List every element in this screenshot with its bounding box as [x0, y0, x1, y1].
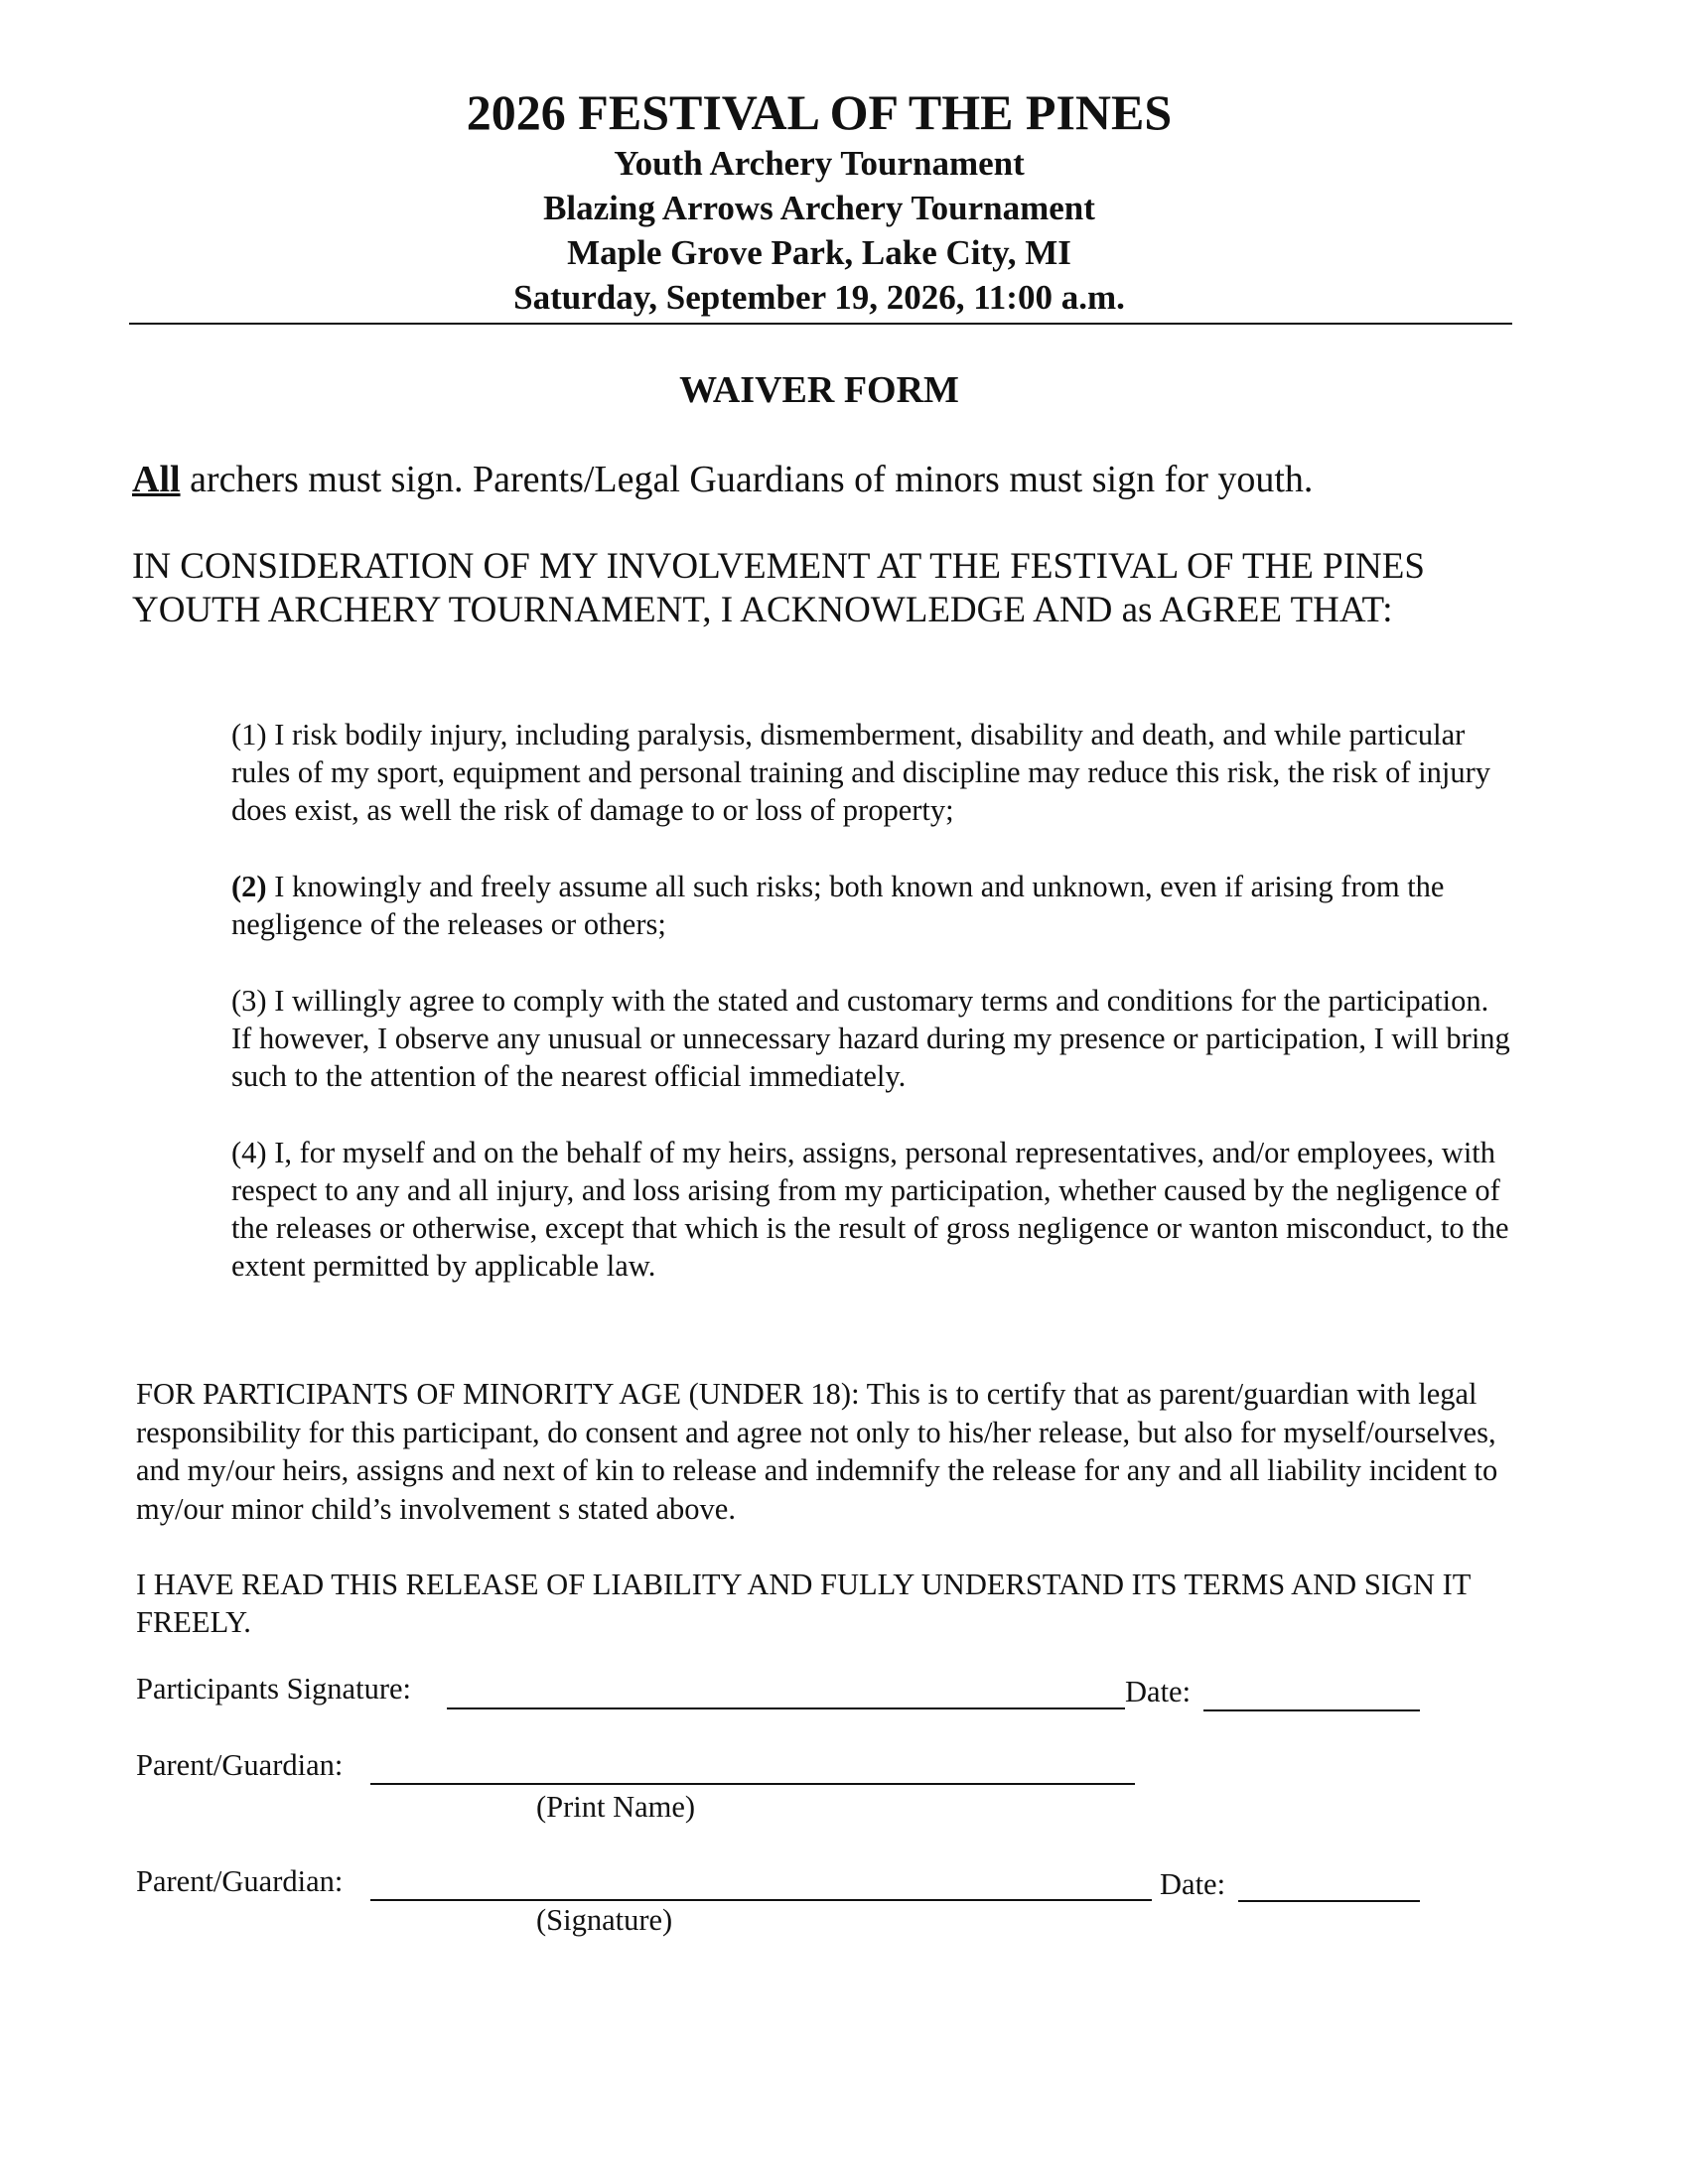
clause-number: (3)	[231, 984, 267, 1018]
participant-signature-line[interactable]	[447, 1707, 1125, 1709]
read-release-statement: I HAVE READ THIS RELEASE OF LIABILITY AND FULLY UNDERSTAND ITS TERMS AND SIGN IT FREELY.	[136, 1568, 1471, 1639]
guardian-signature-line[interactable]	[370, 1899, 1152, 1901]
header-divider	[129, 323, 1512, 325]
tournament-name: Blazing Arrows Archery Tournament	[543, 189, 1095, 227]
event-location: Maple Grove Park, Lake City, MI	[567, 233, 1071, 272]
clause-number: (4)	[231, 1136, 267, 1169]
guardian-print-name-line[interactable]	[370, 1783, 1135, 1785]
clause-2	[231, 868, 1512, 943]
participant-signature-label: Participants Signature:	[136, 1672, 411, 1706]
guardian-signature-label: Parent/Guardian:	[136, 1864, 344, 1898]
form-title: WAIVER FORM	[679, 369, 959, 411]
intro-instruction	[132, 457, 1313, 502]
clause-number: (2)	[231, 870, 267, 903]
date-label-1: Date:	[1125, 1675, 1192, 1708]
clause-text: I willingly agree to comply with the stated and customary terms and conditions for the participation. If however, I observe any unusual or unnecessary hazard during my presence or participation, I will bring such to the attention of the nearest official immediately.	[231, 984, 1510, 1093]
clause-1	[231, 716, 1512, 829]
signature-caption: (Signature)	[536, 1903, 673, 1937]
minority-certification: FOR PARTICIPANTS OF MINORITY AGE (UNDER 18): This is to certify that as parent/guardian with legal responsibility for this participant, do consent and agree not only to his/her release, but also for myself/ourselves, and my/our heirs, assigns and next of kin to release and indemnify the release for any and all liability incident to my/our minor child’s involvement s stated above.	[136, 1377, 1498, 1526]
event-subtitle: Youth Archery Tournament	[614, 144, 1025, 183]
clause-4	[231, 1134, 1512, 1285]
consideration-statement: IN CONSIDERATION OF MY INVOLVEMENT AT THE FESTIVAL OF THE PINES YOUTH ARCHERY TOURNAMENT, I ACKNOWLEDGE AND as AGREE THAT:	[132, 546, 1425, 630]
event-datetime: Saturday, September 19, 2026, 11:00 a.m.	[513, 278, 1125, 317]
date-label-2: Date:	[1160, 1867, 1226, 1901]
clause-3	[231, 982, 1512, 1095]
event-title: 2026 FESTIVAL OF THE PINES	[466, 84, 1173, 140]
intro-all-word: All	[132, 459, 181, 500]
guardian-print-label: Parent/Guardian:	[136, 1748, 344, 1782]
print-name-caption: (Print Name)	[536, 1790, 696, 1824]
clause-list	[231, 716, 1512, 1323]
document-header	[129, 83, 1509, 320]
intro-rest: archers must sign. Parents/Legal Guardians of minors must sign for youth.	[180, 459, 1314, 500]
clause-text: I risk bodily injury, including paralysis, dismemberment, disability and death, and while particular rules of my sport, equipment and personal training and discipline may reduce this risk, the risk of injury does exist, as well the risk of damage to or loss of property;	[231, 718, 1491, 827]
guardian-date-line[interactable]	[1238, 1900, 1420, 1902]
participant-date-line[interactable]	[1203, 1709, 1420, 1711]
clause-number: (1)	[231, 718, 267, 751]
clause-text: I knowingly and freely assume all such risks; both known and unknown, even if arising from the negligence of the releases or others;	[231, 870, 1445, 941]
clause-text: I, for myself and on the behalf of my heirs, assigns, personal representatives, and/or employees, with respect to any and all injury, and loss arising from my participation, whether caused by the negligence of the releases or otherwise, except that which is the result of gross negligence or wanton misconduct, to the extent permitted by applicable law.	[231, 1136, 1509, 1283]
